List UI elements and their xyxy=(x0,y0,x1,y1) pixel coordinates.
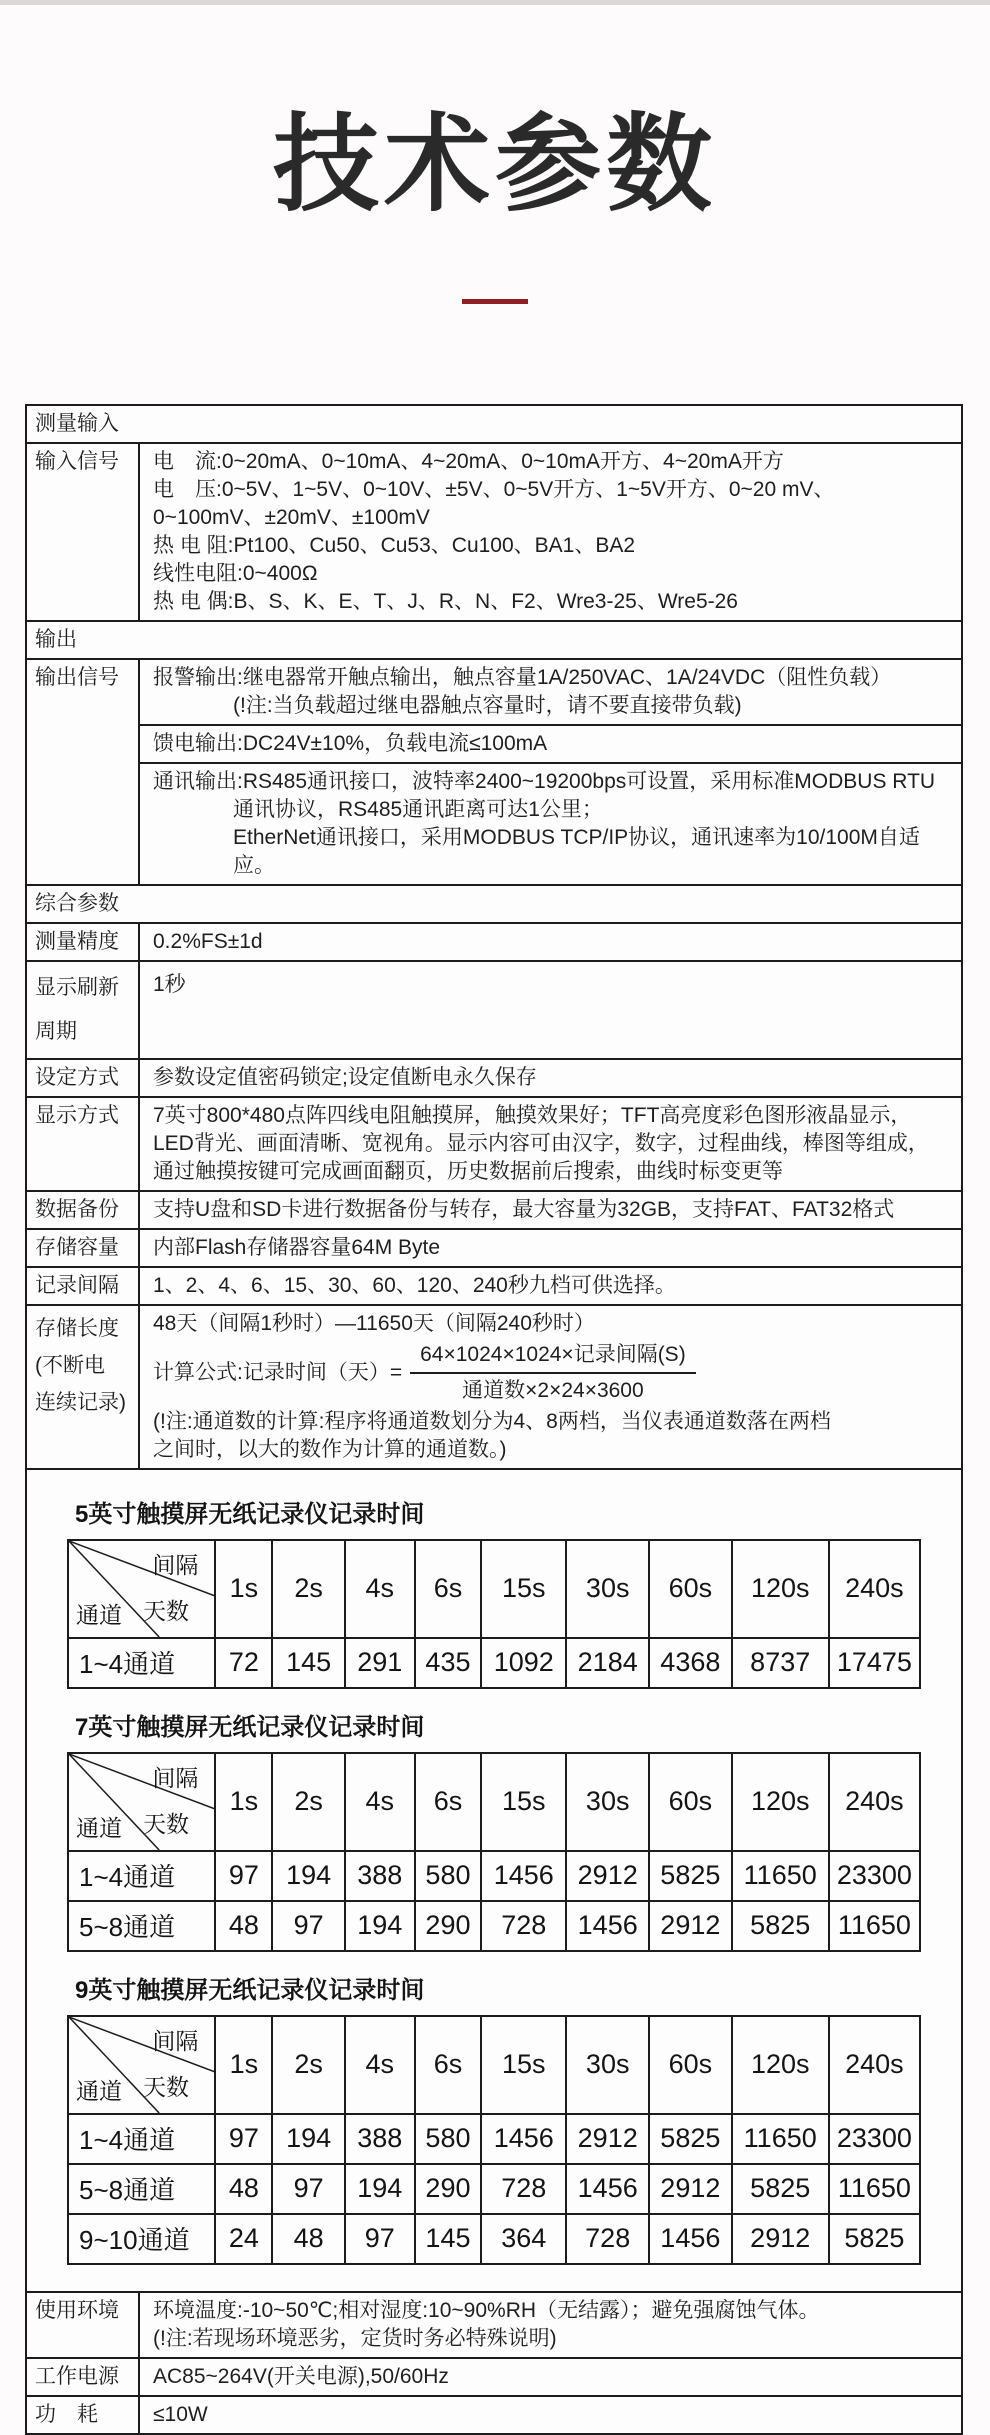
channel-row-label: 1~4通道 xyxy=(68,1851,215,1901)
record-table-block-7inch xyxy=(67,1707,921,1952)
spec-value: AC85~264V(开关电源),50/60Hz xyxy=(153,2364,449,2388)
alarm-output-subrow xyxy=(140,660,961,724)
spec-row-working-power xyxy=(27,2357,961,2395)
record-table-7inch xyxy=(67,1752,921,1952)
spec-value xyxy=(140,444,961,620)
record-cell: 290 xyxy=(415,2164,481,2214)
corner-label-interval: 间隔 xyxy=(152,2027,199,2054)
page-title: 技术参数 xyxy=(273,106,717,224)
record-cell: 1456 xyxy=(481,1851,566,1901)
record-cell: 1456 xyxy=(566,1901,649,1951)
channel-row-label: 1~4通道 xyxy=(68,2114,215,2164)
spec-line: 热 电 偶:B、S、K、E、T、J、R、N、F2、Wre3-25、Wre5-26 xyxy=(153,589,738,613)
spec-line: 环境温度:-10~50℃;相对湿度:10~90%RH（无结露）；避免强腐蚀气体。 xyxy=(153,2298,820,2322)
channel-row-label: 5~8通道 xyxy=(68,1901,215,1951)
record-cell: 11650 xyxy=(732,2114,829,2164)
record-cell: 145 xyxy=(415,2214,481,2264)
record-cell: 24 xyxy=(215,2214,272,2264)
table-row xyxy=(68,1901,920,1951)
spec-line: 线性电阻:0~400Ω xyxy=(153,561,318,585)
interval-col-header: 4s xyxy=(345,2016,415,2114)
spec-label-line: 周期 xyxy=(35,1019,77,1043)
record-cell: 364 xyxy=(481,2214,566,2264)
spec-line: 通讯协议，RS485通讯距离可达1公里； xyxy=(233,797,603,821)
spec-line: EtherNet通讯接口，采用MODBUS TCP/IP协议，通讯速率为10/100M自适应。 xyxy=(233,825,920,877)
fraction-denominator: 通道数×2×24×3600 xyxy=(410,1372,696,1405)
spec-line: 通过触摸按键可完成画面翻页，历史数据前后搜索，曲线时标变更等 xyxy=(153,1159,783,1183)
spec-label: 显示方式 xyxy=(27,1098,140,1190)
record-cell: 48 xyxy=(215,2164,272,2214)
top-gray-band xyxy=(0,0,990,5)
record-cell: 11650 xyxy=(732,1851,829,1901)
record-cell: 5825 xyxy=(829,2214,920,2264)
interval-col-header: 15s xyxy=(481,2016,566,2114)
spec-label: 输出信号 xyxy=(27,660,140,884)
record-tables-area xyxy=(27,1468,961,2291)
spec-line: (!注:若现场环境恶劣，定货时务必特殊说明) xyxy=(153,2326,557,2350)
corner-label-days: 天数 xyxy=(143,1810,189,1837)
spec-row-data-backup xyxy=(27,1190,961,1228)
corner-label-interval: 间隔 xyxy=(152,1764,199,1791)
interval-col-header: 15s xyxy=(481,1540,566,1638)
spec-row-display-mode xyxy=(27,1096,961,1190)
record-cell: 97 xyxy=(272,2164,344,2214)
spec-line: 通讯输出:RS485通讯接口，波特率2400~19200bps可设置，采用标准MODBUS RTU xyxy=(153,769,936,793)
record-cell: 23300 xyxy=(829,1851,920,1901)
section-header-general: 综合参数 xyxy=(27,884,961,922)
spec-label: 记录间隔 xyxy=(27,1268,140,1304)
spec-value: 参数设定值密码锁定;设定值断电永久保存 xyxy=(153,1065,537,1089)
spec-value: 1、2、4、6、15、30、60、120、240秒九档可供选择。 xyxy=(153,1273,676,1297)
storage-formula xyxy=(153,1341,953,1405)
spec-label: 使用环境 xyxy=(27,2293,140,2357)
record-cell: 11650 xyxy=(829,2164,920,2214)
record-table-title: 5英寸触摸屏无纸记录仪记录时间 xyxy=(75,1500,425,1528)
record-cell: 728 xyxy=(566,2214,649,2264)
record-table-title: 9英寸触摸屏无纸记录仪记录时间 xyxy=(75,1976,425,2004)
interval-col-header: 2s xyxy=(272,1540,344,1638)
spec-label: 功 耗 xyxy=(27,2397,140,2433)
record-cell: 97 xyxy=(345,2214,415,2264)
spec-row-output-signal xyxy=(27,658,961,884)
record-cell: 2184 xyxy=(566,1638,649,1688)
record-cell: 2912 xyxy=(649,2164,732,2214)
interval-col-header: 120s xyxy=(732,1753,829,1851)
formula-fraction xyxy=(410,1341,696,1405)
table-row xyxy=(68,1851,920,1901)
interval-col-header: 120s xyxy=(732,2016,829,2114)
spec-label-line: 显示刷新 xyxy=(35,975,119,999)
record-cell: 728 xyxy=(481,2164,566,2214)
spec-row-usage-environment xyxy=(27,2291,961,2357)
feed-output-subrow xyxy=(140,724,961,762)
corner-label-channel: 通道 xyxy=(76,1814,122,1841)
record-cell: 2912 xyxy=(566,2114,649,2164)
formula-prefix: 计算公式:记录时间（天）= xyxy=(153,1360,403,1384)
record-cell: 97 xyxy=(215,2114,272,2164)
interval-col-header: 120s xyxy=(732,1540,829,1638)
spec-line: 报警输出:继电器常开触点输出，触点容量1A/250VAC、1A/24VDC（阻性负载） xyxy=(153,665,892,689)
spec-line: (!注:通道数的计算:程序将通道数划分为4、8两档，当仪表通道数落在两档 xyxy=(153,1409,831,1433)
spec-value xyxy=(140,1306,961,1468)
spec-line: 电 流:0~20mA、0~10mA、4~20mA、0~10mA开方、4~20mA开方 xyxy=(153,449,784,473)
record-cell: 194 xyxy=(345,2164,415,2214)
record-table-block-9inch xyxy=(67,1970,921,2265)
interval-col-header: 30s xyxy=(566,1753,649,1851)
interval-col-header: 240s xyxy=(829,2016,920,2114)
record-cell: 2912 xyxy=(649,1901,732,1951)
corner-label-days: 天数 xyxy=(143,2073,189,2100)
spec-label: 工作电源 xyxy=(27,2359,140,2395)
spec-row-storage-length xyxy=(27,1304,961,1468)
record-cell: 1456 xyxy=(566,2164,649,2214)
spec-line: 热 电 阻:Pt100、Cu50、Cu53、Cu100、BA1、BA2 xyxy=(153,533,636,557)
spec-table xyxy=(25,404,963,2435)
spec-label: 存储容量 xyxy=(27,1230,140,1266)
corner-label-channel: 通道 xyxy=(76,1601,122,1628)
spec-line: (!注:当负载超过继电器触点容量时，请不要直接带负载) xyxy=(233,693,742,717)
record-cell: 8737 xyxy=(732,1638,829,1688)
spec-line: LED背光、画面清晰、宽视角。显示内容可由汉字，数字，过程曲线，棒图等组成， xyxy=(153,1131,929,1155)
interval-col-header: 240s xyxy=(829,1540,920,1638)
storage-range-line: 48天（间隔1秒时）—11650天（间隔240秒时） xyxy=(153,1311,595,1335)
spec-row-power-consumption xyxy=(27,2395,961,2433)
interval-col-header: 6s xyxy=(415,1753,481,1851)
spec-label: 测量精度 xyxy=(27,924,140,960)
table-row xyxy=(68,2214,920,2264)
record-cell: 2912 xyxy=(566,1851,649,1901)
spec-row-accuracy xyxy=(27,922,961,960)
record-cell: 580 xyxy=(415,1851,481,1901)
record-cell: 145 xyxy=(272,1638,344,1688)
spec-value xyxy=(140,2293,961,2357)
spec-label xyxy=(27,1306,140,1468)
interval-col-header: 6s xyxy=(415,2016,481,2114)
spec-label: 数据备份 xyxy=(27,1192,140,1228)
spec-label: 设定方式 xyxy=(27,1060,140,1096)
spec-row-record-interval xyxy=(27,1266,961,1304)
spec-value xyxy=(140,1098,961,1190)
section-header-measurement-input: 测量输入 xyxy=(35,411,119,435)
corner-label-days: 天数 xyxy=(143,1597,189,1624)
record-cell: 1456 xyxy=(481,2114,566,2164)
record-cell: 5825 xyxy=(649,2114,732,2164)
spec-line: 电 压:0~5V、1~5V、0~10V、±5V、0~5V开方、1~5V开方、0~20 mV、 xyxy=(153,477,835,501)
record-cell: 23300 xyxy=(829,2114,920,2164)
interval-col-header: 60s xyxy=(649,2016,732,2114)
spec-label xyxy=(27,962,140,1058)
record-cell: 291 xyxy=(345,1638,415,1688)
record-cell: 97 xyxy=(272,1901,344,1951)
interval-col-header: 30s xyxy=(566,2016,649,2114)
channel-row-label: 1~4通道 xyxy=(68,1638,215,1688)
record-cell: 580 xyxy=(415,2114,481,2164)
title-divider xyxy=(462,299,528,304)
record-cell: 290 xyxy=(415,1901,481,1951)
spec-line: 7英寸800*480点阵四线电阻触摸屏，触摸效果好；TFT高亮度彩色图形液晶显示， xyxy=(153,1103,912,1127)
interval-channel-corner-cell xyxy=(68,2016,215,2114)
record-cell: 17475 xyxy=(829,1638,920,1688)
spec-label-line: 连续记录) xyxy=(35,1390,126,1414)
interval-col-header: 240s xyxy=(829,1753,920,1851)
interval-col-header: 15s xyxy=(481,1753,566,1851)
interval-channel-corner-cell xyxy=(68,1753,215,1851)
output-signal-subrows xyxy=(140,660,961,884)
spec-row-refresh-cycle xyxy=(27,960,961,1058)
interval-col-header: 60s xyxy=(649,1753,732,1851)
spec-label: 输入信号 xyxy=(27,444,140,620)
spec-value: 支持U盘和SD卡进行数据备份与转存，最大容量为32GB，支持FAT、FAT32格式 xyxy=(153,1197,895,1221)
record-cell: 5825 xyxy=(732,2164,829,2214)
record-cell: 728 xyxy=(481,1901,566,1951)
corner-label-channel: 通道 xyxy=(76,2077,122,2104)
comm-output-subrow xyxy=(140,762,961,884)
spec-value: 1秒 xyxy=(153,972,186,996)
corner-label-interval: 间隔 xyxy=(152,1551,199,1578)
interval-col-header: 2s xyxy=(272,1753,344,1851)
record-table-9inch xyxy=(67,2015,921,2265)
record-cell: 97 xyxy=(215,1851,272,1901)
record-cell: 48 xyxy=(272,2214,344,2264)
fraction-numerator: 64×1024×1024×记录间隔(S) xyxy=(420,1342,686,1366)
section-header-output: 输出 xyxy=(27,620,961,658)
record-cell: 435 xyxy=(415,1638,481,1688)
spec-value: ≤10W xyxy=(153,2402,208,2426)
record-cell: 194 xyxy=(272,2114,344,2164)
record-cell: 48 xyxy=(215,1901,272,1951)
spec-line: 之间时，以大的数作为计算的通道数。) xyxy=(153,1437,507,1461)
record-cell: 388 xyxy=(345,1851,415,1901)
record-table-block-5inch xyxy=(67,1494,921,1689)
table-row xyxy=(68,2114,920,2164)
spec-value: 0.2%FS±1d xyxy=(153,929,263,953)
record-cell: 194 xyxy=(272,1851,344,1901)
record-cell: 1456 xyxy=(649,2214,732,2264)
interval-col-header: 1s xyxy=(215,1753,272,1851)
interval-col-header: 4s xyxy=(345,1540,415,1638)
record-cell: 388 xyxy=(345,2114,415,2164)
record-cell: 72 xyxy=(215,1638,272,1688)
spec-row-storage-capacity xyxy=(27,1228,961,1266)
interval-col-header: 60s xyxy=(649,1540,732,1638)
spec-line: 馈电输出:DC24V±10%，负载电流≤100mA xyxy=(153,731,548,755)
interval-col-header: 1s xyxy=(215,2016,272,2114)
interval-channel-corner-cell xyxy=(68,1540,215,1638)
channel-row-label: 5~8通道 xyxy=(68,2164,215,2214)
spec-value: 内部Flash存储器容量64M Byte xyxy=(153,1235,441,1259)
record-cell: 5825 xyxy=(732,1901,829,1951)
record-cell: 1092 xyxy=(481,1638,566,1688)
record-cell: 5825 xyxy=(649,1851,732,1901)
record-cell: 11650 xyxy=(829,1901,920,1951)
interval-col-header: 2s xyxy=(272,2016,344,2114)
spec-row-input-signal xyxy=(27,442,961,620)
spec-line: 0~100mV、±20mV、±100mV xyxy=(153,505,430,529)
interval-col-header: 4s xyxy=(345,1753,415,1851)
channel-row-label: 9~10通道 xyxy=(68,2214,215,2264)
interval-col-header: 6s xyxy=(415,1540,481,1638)
record-table-title: 7英寸触摸屏无纸记录仪记录时间 xyxy=(75,1713,425,1741)
spec-label-line: 存储长度 xyxy=(35,1316,119,1340)
record-cell: 2912 xyxy=(732,2214,829,2264)
record-cell: 4368 xyxy=(649,1638,732,1688)
record-cell: 194 xyxy=(345,1901,415,1951)
spec-label-line: (不断电 xyxy=(35,1353,105,1377)
table-row xyxy=(68,2164,920,2214)
table-row xyxy=(68,1638,920,1688)
interval-col-header: 30s xyxy=(566,1540,649,1638)
spec-row-setting-mode xyxy=(27,1058,961,1096)
record-table-5inch xyxy=(67,1539,921,1689)
interval-col-header: 1s xyxy=(215,1540,272,1638)
